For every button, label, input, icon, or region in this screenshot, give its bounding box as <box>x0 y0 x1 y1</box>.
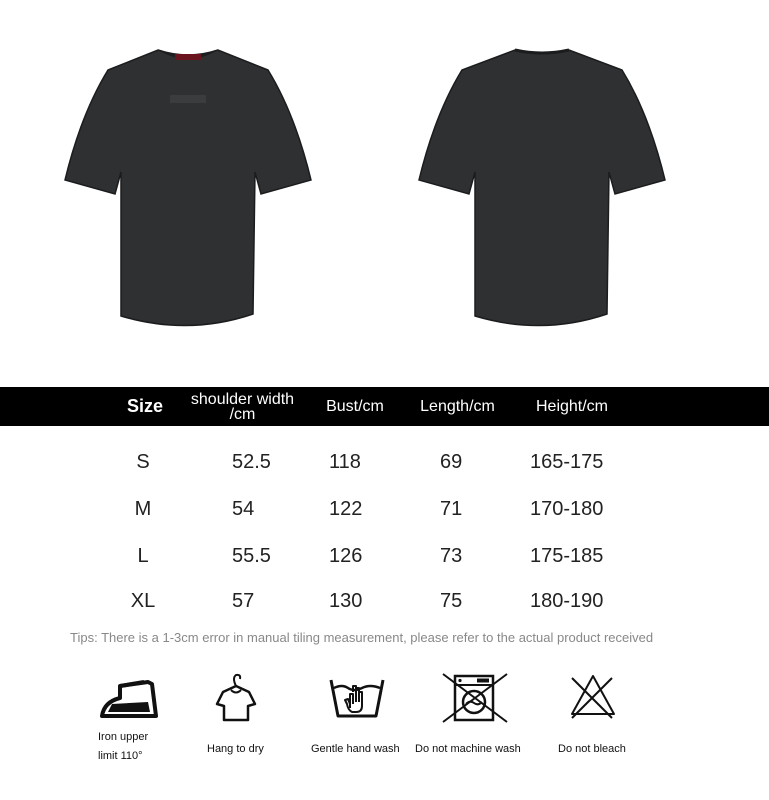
care-label: Do not machine wash <box>415 743 521 755</box>
cell-length: 71 <box>440 498 463 520</box>
cell-size: S <box>136 451 150 473</box>
table-row <box>0 586 769 616</box>
cell-height: 165-175 <box>530 451 604 473</box>
cell-bust: 126 <box>329 545 363 567</box>
table-row <box>0 494 769 524</box>
cell-length: 69 <box>440 451 463 473</box>
header-shoulder-width <box>180 387 305 426</box>
cell-height: 170-180 <box>530 498 604 520</box>
cell-bust: 130 <box>329 590 363 612</box>
hang-dry-icon <box>213 672 259 724</box>
cell-length: 73 <box>440 545 463 567</box>
care-label: Hang to dry <box>207 743 264 755</box>
cell-bust: 118 <box>329 451 361 473</box>
measurement-tip: Tips: There is a 1-3cm error in manual tiling measurement, please refer to the actual product received <box>70 630 654 645</box>
header-shoulder-width-label: shoulder width /cm <box>190 390 295 423</box>
header-bust: Bust/cm <box>326 398 384 415</box>
header-size: Size <box>126 396 164 416</box>
cell-size: L <box>137 545 149 567</box>
header-height: Height/cm <box>535 398 609 415</box>
header-length: Length/cm <box>420 398 495 415</box>
cell-shoulder: 55.5 <box>232 545 271 567</box>
cell-height: 180-190 <box>530 590 604 612</box>
no-machine-wash-icon <box>441 672 509 724</box>
care-label: Gentle hand wash <box>311 743 400 755</box>
size-table-header <box>0 387 769 426</box>
cell-shoulder: 57 <box>232 590 255 612</box>
cell-height: 175-185 <box>530 545 604 567</box>
cell-size: M <box>134 498 152 520</box>
tshirt-back-image <box>417 44 667 334</box>
cell-bust: 122 <box>329 498 363 520</box>
table-row <box>0 447 769 477</box>
iron-icon <box>98 672 158 722</box>
product-images <box>0 0 769 360</box>
cell-shoulder: 52.5 <box>232 451 271 473</box>
tshirt-front-image <box>63 44 313 334</box>
care-label: Do not bleach <box>558 743 626 755</box>
no-bleach-icon <box>568 672 618 722</box>
care-label-line2: limit 110° <box>98 750 143 762</box>
cell-length: 75 <box>440 590 463 612</box>
care-label-line1: Iron upper <box>98 731 149 743</box>
cell-shoulder: 54 <box>232 498 255 520</box>
hand-wash-icon <box>328 672 386 722</box>
table-row <box>0 541 769 571</box>
cell-size: XL <box>130 590 156 612</box>
